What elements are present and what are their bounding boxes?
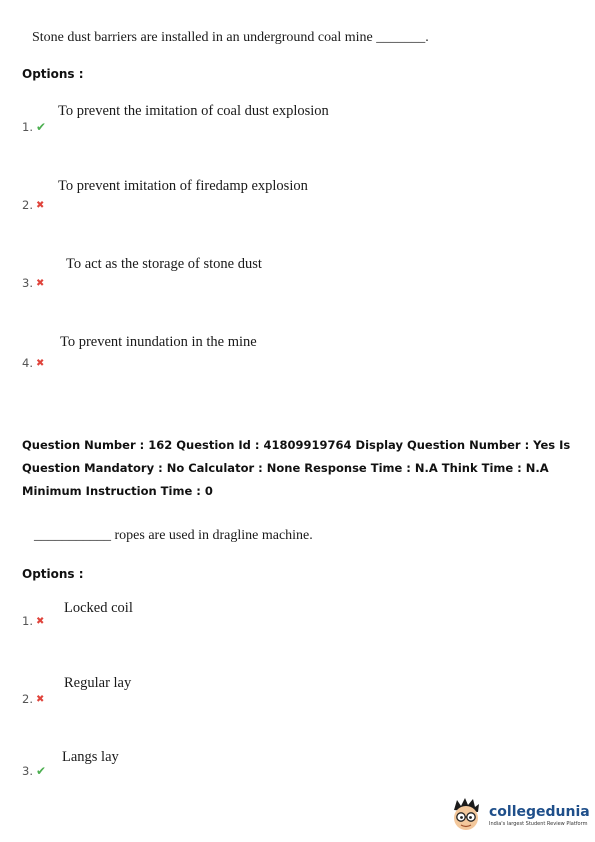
question-meta: Question Number : 162 Question Id : 41809919764 Display Question Number : Yes Is Question Mandatory : No Calculator : None Response Time : N.A Think Time : N.A Minimum Instruction Time : 0 — [22, 438, 571, 498]
option-text: Langs lay — [62, 749, 119, 765]
question-text: ___________ ropes are used in dragline machine. — [34, 528, 313, 543]
option-number: 2. ✖ — [22, 198, 45, 212]
logo-tagline: India's largest Student Review Platform — [489, 820, 588, 827]
option-number: 3. ✔ — [22, 764, 47, 778]
collegedunia-logo — [449, 796, 590, 834]
option-text: Regular lay — [64, 675, 132, 691]
options-label: Options : — [22, 67, 84, 81]
cross-icon: ✖ — [35, 277, 45, 289]
option-number: 1. ✖ — [22, 614, 45, 628]
options-label: Options : — [22, 567, 84, 581]
question-text: Stone dust barriers are installed in an underground coal mine _______. — [32, 30, 429, 45]
option-number: 2. ✖ — [22, 692, 45, 706]
cross-icon: ✖ — [35, 357, 45, 369]
check-icon: ✔ — [35, 120, 47, 134]
option-text: To act as the storage of stone dust — [66, 256, 262, 272]
check-icon: ✔ — [35, 764, 47, 778]
option-text: To prevent imitation of firedamp explosion — [58, 178, 308, 194]
cross-icon: ✖ — [35, 693, 45, 705]
cross-icon: ✖ — [35, 199, 45, 211]
logo-name: collegedunia — [489, 803, 590, 820]
option-number: 3. ✖ — [22, 276, 45, 290]
option-text: Locked coil — [64, 600, 133, 616]
option-text: To prevent the imitation of coal dust explosion — [58, 103, 329, 119]
option-number: 4. ✖ — [22, 356, 45, 370]
cross-icon: ✖ — [35, 615, 45, 627]
mascot-icon — [449, 796, 483, 834]
option-number: 1. ✔ — [22, 120, 47, 134]
option-text: To prevent inundation in the mine — [60, 334, 257, 350]
